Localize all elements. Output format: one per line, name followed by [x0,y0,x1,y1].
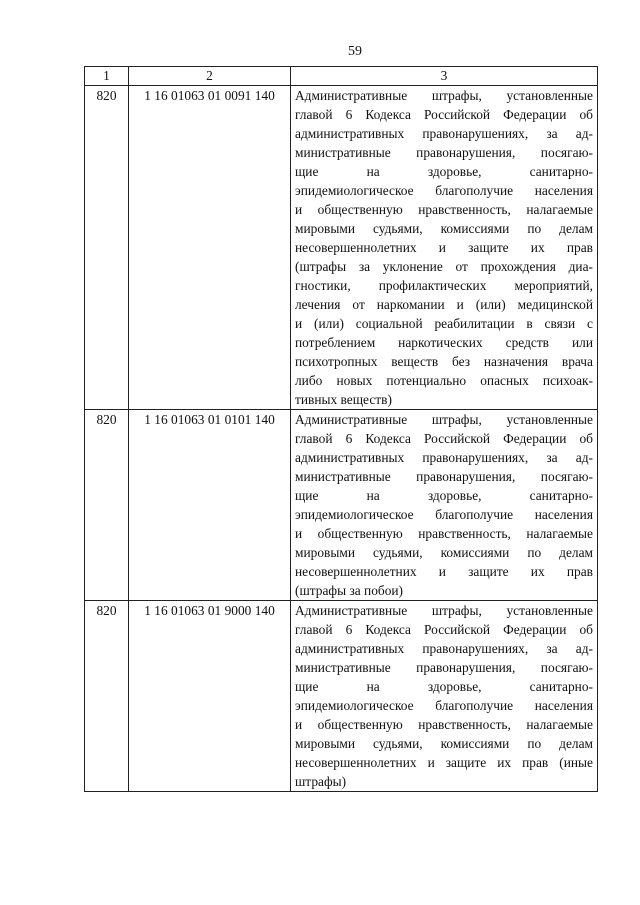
description-line: главой 6 Кодекса Российской Федерации об [295,107,593,122]
budget-code-cell: 1 16 01063 01 9000 140 [129,601,291,792]
description-line: щие на здоровье, санитарно- [295,164,593,179]
budget-code-cell: 1 16 01063 01 0091 140 [129,86,291,410]
description-line: и общественную нравственность, налагаемые [295,717,593,732]
description-line: эпидемиологическое благополучие населения [295,183,593,198]
description-line: мировыми судьями, комиссиями по делам [295,545,593,560]
description-line: Административные штрафы, установленные [295,88,593,103]
description-line: щие на здоровье, санитарно- [295,679,593,694]
description-line: либо новых потенциально опасных психоак- [295,373,593,388]
table-row [85,601,598,792]
description-line: административных правонарушениях, за ад- [295,126,593,141]
page-number: 59 [348,44,362,59]
description-line: и общественную нравственность, налагаемые [295,526,593,541]
description-line: (штрафы за уклонение от прохождения диа- [295,259,593,274]
header-col-2: 2 [129,67,291,86]
description-line: лечения от наркомании и (или) медицинской [295,297,593,312]
table-header-row [85,67,598,86]
description-line: (штрафы за побои) [295,583,404,598]
description-line: главой 6 Кодекса Российской Федерации об [295,431,593,446]
description-line: мировыми судьями, комиссиями по делам [295,221,593,236]
description-line: эпидемиологическое благополучие населения [295,507,593,522]
description-line: эпидемиологическое благополучие населения [295,698,593,713]
document-table [84,66,598,792]
description-line: потреблением наркотических средств или [295,335,593,350]
description-line: министративные правонарушения, посягаю- [295,145,593,160]
description-line: Административные штрафы, установленные [295,603,593,618]
description-line: административных правонарушениях, за ад- [295,450,593,465]
description-line: главой 6 Кодекса Российской Федерации об [295,622,593,637]
description-line: гностики, профилактических мероприятий, [295,278,593,293]
header-col-3: 3 [291,67,598,86]
admin-code-cell: 820 [85,86,129,410]
description-line: мировыми судьями, комиссиями по делам [295,736,593,751]
table-row [85,86,598,410]
description-line: и общественную нравственность, налагаемые [295,202,593,217]
description-cell [291,410,598,601]
header-col-1: 1 [85,67,129,86]
admin-code-cell: 820 [85,601,129,792]
description-line: министративные правонарушения, посягаю- [295,469,593,484]
description-line: несовершеннолетних и защите их прав (иные [295,755,593,770]
description-line: несовершеннолетних и защите их прав [295,240,593,255]
description-cell [291,86,598,410]
table-row [85,410,598,601]
description-line: штрафы) [295,774,347,789]
admin-code-cell: 820 [85,410,129,601]
description-line: Административные штрафы, установленные [295,412,593,427]
description-line: психотропных веществ без назначения врача [295,354,593,369]
description-line: несовершеннолетних и защите их прав [295,564,593,579]
description-line: и (или) социальной реабилитации в связи с [295,316,593,331]
budget-code-cell: 1 16 01063 01 0101 140 [129,410,291,601]
description-cell [291,601,598,792]
description-line: административных правонарушениях, за ад- [295,641,593,656]
description-line: министративные правонарушения, посягаю- [295,660,593,675]
description-line: щие на здоровье, санитарно- [295,488,593,503]
description-line: тивных веществ) [295,392,392,407]
